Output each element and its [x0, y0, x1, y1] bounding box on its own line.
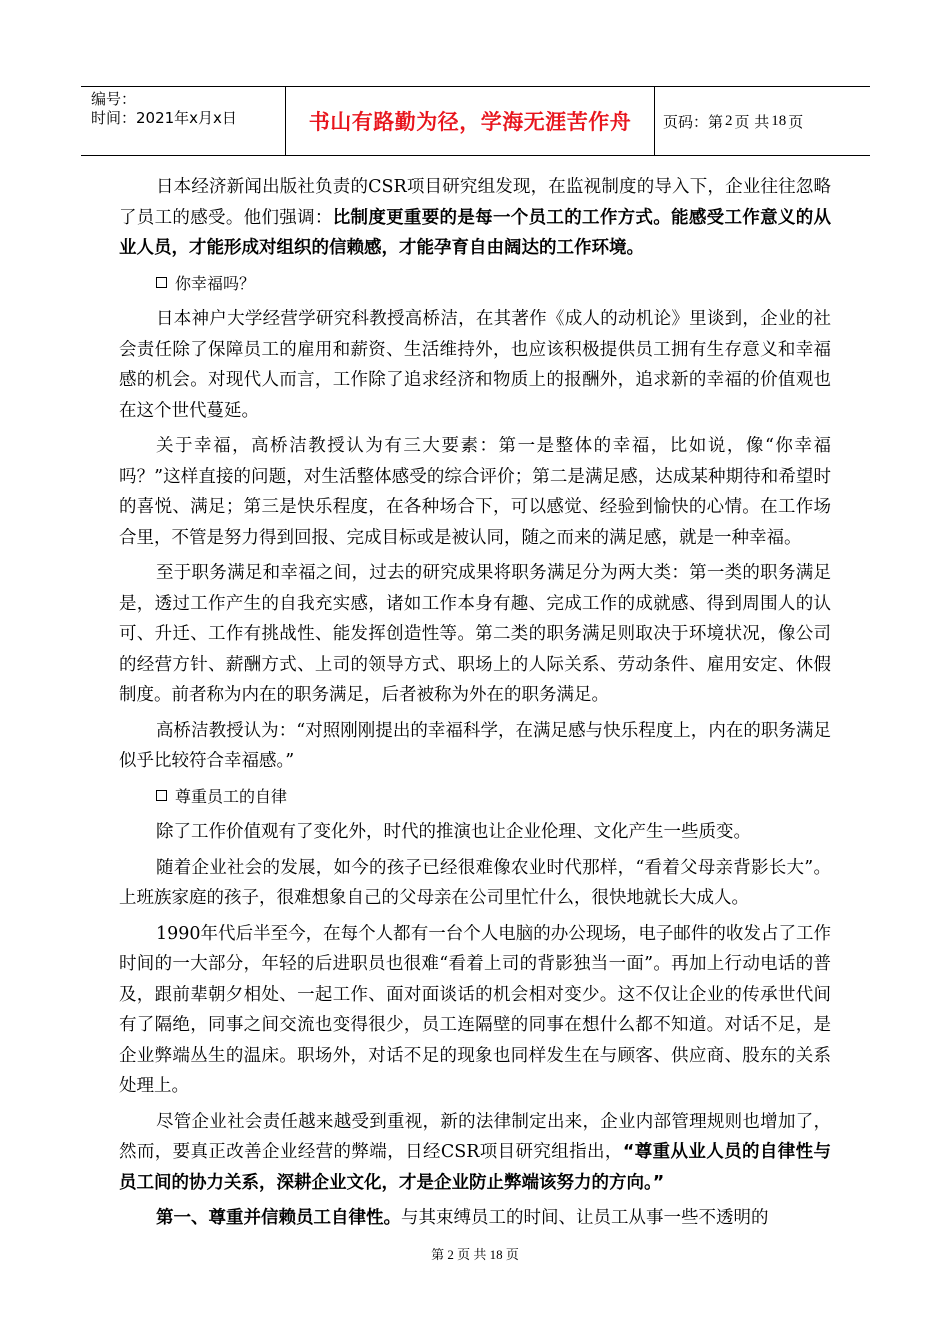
paragraph-5: 高桥洁教授认为：“对照刚刚提出的幸福科学，在满足感与快乐程度上，内在的职务满足似乎比较符合幸福感。”	[119, 720, 831, 771]
page-mid: 页 共	[734, 112, 770, 131]
document-header	[81, 86, 870, 156]
paragraph-4: 至于职务满足和幸福之间，过去的研究成果将职务满足分为两大类：第一类的职务满足是，透过工作产生的自我充实感，诸如工作本身有趣、完成工作的成就感、得到周围人的认可、升迁、工作有挑战性、能发挥创造性等。第二类的职务满足则取决于环境状况，像公司的经营方针、薪酬方式、上司的领导方式、职场上的人际关系、劳动条件、雇用安定、休假制度。前者称为内在的职务满足，后者被称为外在的职务满足。	[119, 563, 831, 705]
section-heading-autonomy	[119, 782, 831, 813]
header-meta	[81, 87, 285, 155]
heading-text: 尊重员工的自律	[175, 786, 288, 806]
document-body	[119, 172, 831, 1239]
header-motto: 书山有路勤为径，学海无涯苦作舟	[285, 87, 655, 155]
header-page-info	[655, 87, 870, 155]
paragraph-7: 随着企业社会的发展，如今的孩子已经很难像农业时代那样，“看着父母亲背影长大”。上班族家庭的孩子，很难想象自己的父母亲在公司里忙什么，很快地就长大成人。	[119, 857, 831, 908]
page-footer: 第 2 页 共 18 页	[431, 1247, 519, 1262]
page-number: 2	[725, 112, 733, 129]
paragraph-text: 日本经济新闻出版社负责的CSR项目研究组发现，在监视制度的导入下，企业往往忽略了员工的感受。他们强调：	[119, 177, 831, 228]
page-prefix: 页码：第	[663, 112, 724, 131]
page-suffix: 页	[788, 112, 804, 131]
emphasis-text: “尊重从业人员的自律性与员工间的协力关系，深耕企业文化，才是企业防止弊端该努力的方向。”	[119, 1142, 831, 1193]
paragraph-3: 关于幸福，高桥洁教授认为有三大要素：第一是整体的幸福，比如说，像“你幸福吗？”这样直接的问题，对生活整体感受的综合评价；第二是满足感，达成某种期待和希望时的喜悦、满足；第三是快乐程度，在各种场合下，可以感觉、经验到愉快的心情。在工作场合里，不管是努力得到回报、完成目标或是被认同，随之而来的满足感，就是一种幸福。	[119, 436, 831, 548]
checkbox-bullet-icon	[156, 790, 167, 801]
paragraph-2: 日本神户大学经营学研究科教授高桥洁，在其著作《成人的动机论》里谈到，企业的社会责任除了保障员工的雇用和薪资、生活维持外，也应该积极提供员工拥有生存意义和幸福感的机会。对现代人而言，工作除了追求经济和物质上的报酬外，追求新的幸福的价值观也在这个世代蔓延。	[119, 309, 831, 421]
section-heading-happiness	[119, 269, 831, 300]
paragraph-6: 除了工作价值观有了变化外，时代的推演也让企业伦理、文化产生一些质变。	[156, 822, 751, 842]
heading-text: 你幸福吗？	[175, 273, 256, 293]
paragraph-9	[119, 1107, 831, 1199]
time-label: 时间：2021年x月x日	[91, 109, 237, 127]
paragraph-10	[119, 1203, 831, 1234]
paragraph-8: 1990年代后半至今，在每个人都有一台个人电脑的办公现场，电子邮件的收发占了工作时间的一大部分，年轻的后进职员也很难“看着上司的背影独当一面”。再加上行动电话的普及，跟前辈朝夕相处、一起工作、面对面谈话的机会相对变少。这不仅让企业的传承世代间有了隔绝，同事之间交流也变得很少，员工连隔壁的同事在想什么都不知道。对话不足，是企业弊端丛生的温床。职场外，对话不足的现象也同样发生在与顾客、供应商、股东的关系处理上。	[119, 923, 831, 1096]
paragraph-text: 尽管企业社会责任越来越受到重视，新的法律制定出来，企业内部管理规则也增加了，然而，要真正改善企业经营的弊端，日经CSR项目研究组指出，	[119, 1111, 831, 1162]
emphasis-text: 比制度更重要的是每一个员工的工作方式。能感受工作意义的从业人员，才能形成对组织的信赖感，才能孕育自由阔达的工作环境。	[119, 207, 832, 258]
emphasis-text: 第一、尊重并信赖员工自律性。	[156, 1208, 401, 1228]
page-total: 18	[771, 112, 787, 129]
paragraph-text: 与其束缚员工的时间、让员工从事一些不透明的	[401, 1208, 769, 1228]
paragraph-1	[119, 172, 831, 264]
number-label: 编号：	[91, 90, 137, 108]
checkbox-bullet-icon	[156, 277, 167, 288]
